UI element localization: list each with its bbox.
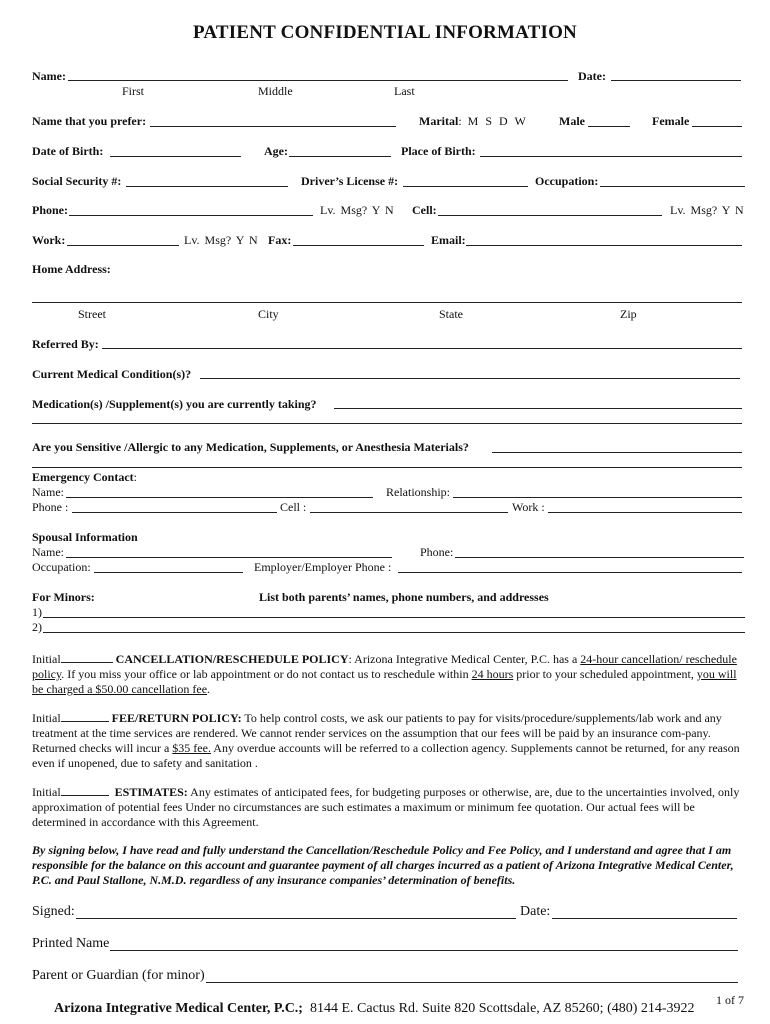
medications-field[interactable] bbox=[334, 408, 742, 409]
first-name-caption: First bbox=[122, 84, 145, 98]
relationship-label: Relationship: bbox=[386, 485, 451, 499]
emergency-phone-label: Phone : bbox=[32, 500, 69, 514]
spouse-occupation-field[interactable] bbox=[94, 572, 243, 573]
footer-address: Arizona Integrative Medical Center, P.C.; 8144 E. Cactus Rd. Suite 820 Scottsdale, AZ 85260; (480) 214-3922 bbox=[54, 1001, 695, 1016]
preferred-name-label: Name that you prefer: bbox=[32, 114, 147, 128]
phone-field[interactable] bbox=[69, 215, 313, 216]
signature-date-field[interactable] bbox=[552, 918, 737, 919]
male-label: Male bbox=[559, 114, 585, 128]
name-label: Name: bbox=[32, 69, 66, 83]
medications-label: Medication(s) /Supplement(s) you are currently taking? bbox=[32, 397, 317, 411]
middle-name-caption: Middle bbox=[258, 84, 293, 98]
name-field[interactable] bbox=[68, 80, 568, 81]
date-field[interactable] bbox=[611, 80, 741, 81]
spousal-info-heading: Spousal Information bbox=[32, 530, 138, 544]
minor-line-1-field[interactable] bbox=[43, 617, 745, 618]
occupation-field[interactable] bbox=[600, 186, 745, 187]
preferred-name-field[interactable] bbox=[150, 126, 396, 127]
guardian-label: Parent or Guardian (for minor) bbox=[32, 968, 205, 983]
dob-field[interactable] bbox=[110, 156, 241, 157]
work-field[interactable] bbox=[67, 245, 179, 246]
spouse-name-field[interactable] bbox=[66, 557, 392, 558]
age-field[interactable] bbox=[289, 156, 391, 157]
cell-label: Cell: bbox=[412, 203, 437, 217]
home-address-field[interactable] bbox=[32, 302, 742, 303]
fee-initial-field[interactable] bbox=[61, 710, 109, 722]
female-label: Female bbox=[652, 114, 690, 128]
fee-return-heading: FEE/RETURN POLICY: bbox=[111, 711, 242, 725]
emergency-cell-field[interactable] bbox=[310, 512, 508, 513]
fax-field[interactable] bbox=[293, 245, 424, 246]
referred-by-label: Referred By: bbox=[32, 337, 99, 351]
spouse-occupation-label: Occupation: bbox=[32, 560, 91, 574]
printed-name-field[interactable] bbox=[110, 950, 738, 951]
drivers-license-field[interactable] bbox=[403, 186, 528, 187]
fax-label: Fax: bbox=[268, 233, 292, 247]
emergency-name-label: Name: bbox=[32, 485, 64, 499]
email-field[interactable] bbox=[466, 245, 742, 246]
spouse-phone-field[interactable] bbox=[455, 557, 744, 558]
signed-label: Signed: bbox=[32, 904, 75, 919]
emergency-phone-field[interactable] bbox=[72, 512, 277, 513]
minor-line-1-label: 1) bbox=[32, 605, 42, 619]
employer-phone-label: Employer/Employer Phone : bbox=[254, 560, 392, 574]
fee-return-policy: Initial FEE/RETURN POLICY: To help control costs, we ask our patients to pay for visits/procedure/supplements/lab work and any treatment at the time services are rendered. We cannot render services on the assumption that our fees will be paid by an insurance com-pany. Returned checks will incur a $35 fee. Any overdue accounts will be referred to a collection agency. Supplements cannot be returned, for any reason even if unopened, due to safety and sanitation . bbox=[32, 711, 740, 770]
spouse-name-label: Name: bbox=[32, 545, 64, 559]
zip-caption: Zip bbox=[620, 307, 637, 321]
estimates-heading: ESTIMATES: bbox=[114, 785, 188, 799]
medical-conditions-label: Current Medical Condition(s)? bbox=[32, 367, 192, 381]
emergency-name-field[interactable] bbox=[66, 497, 373, 498]
footer-org: Arizona Integrative Medical Center, P.C.; bbox=[54, 1001, 303, 1016]
allergies-field[interactable] bbox=[492, 452, 742, 453]
drivers-license-label: Driver’s License #: bbox=[301, 174, 399, 188]
minor-line-2-label: 2) bbox=[32, 620, 42, 634]
emergency-cell-label: Cell : bbox=[280, 500, 307, 514]
home-address-label: Home Address: bbox=[32, 262, 111, 276]
date-label: Date: bbox=[578, 69, 606, 83]
dob-label: Date of Birth: bbox=[32, 144, 104, 158]
allergies-field-2[interactable] bbox=[32, 467, 742, 468]
age-label: Age: bbox=[264, 144, 288, 158]
cancellation-heading: CANCELLATION/RESCHEDULE POLICY bbox=[115, 652, 349, 666]
female-field[interactable] bbox=[692, 126, 742, 127]
city-caption: City bbox=[258, 307, 279, 321]
emergency-work-label: Work : bbox=[512, 500, 545, 514]
cell-field[interactable] bbox=[438, 215, 662, 216]
last-name-caption: Last bbox=[394, 84, 415, 98]
signature-field[interactable] bbox=[76, 918, 516, 919]
cancellation-policy: Initial CANCELLATION/RESCHEDULE POLICY: Arizona Integrative Medical Center, P.C. has a 24-hour cancellation/ reschedule policy. If you miss your office or lab appointment or do not contact us to reschedule within 24 hours prior to your scheduled appointment, you will be charged a $50.00 cancellation fee. bbox=[32, 652, 737, 696]
marital-label: Marital: M S D W bbox=[419, 114, 526, 128]
employer-phone-field[interactable] bbox=[398, 572, 742, 573]
medications-field-2[interactable] bbox=[32, 423, 742, 424]
ssn-label: Social Security #: bbox=[32, 174, 122, 188]
referred-by-field[interactable] bbox=[102, 348, 742, 349]
place-of-birth-label: Place of Birth: bbox=[401, 144, 476, 158]
cancellation-initial-field[interactable] bbox=[61, 651, 113, 663]
allergies-label: Are you Sensitive /Allergic to any Medication, Supplements, or Anesthesia Materials? bbox=[32, 440, 469, 454]
male-field[interactable] bbox=[588, 126, 630, 127]
street-caption: Street bbox=[78, 307, 106, 321]
guardian-field[interactable] bbox=[206, 982, 738, 983]
work-label: Work: bbox=[32, 233, 66, 247]
spouse-phone-label: Phone: bbox=[420, 545, 454, 559]
email-label: Email: bbox=[431, 233, 466, 247]
printed-name-label: Printed Name bbox=[32, 936, 110, 951]
minor-line-2-field[interactable] bbox=[43, 632, 745, 633]
page-number: 1 of 7 bbox=[716, 993, 744, 1007]
occupation-label: Occupation: bbox=[535, 174, 599, 188]
page-title: PATIENT CONFIDENTIAL INFORMATION bbox=[193, 22, 577, 43]
work-leave-message[interactable]: Lv. Msg? Y N bbox=[184, 233, 258, 247]
emergency-work-field[interactable] bbox=[548, 512, 742, 513]
phone-leave-message[interactable]: Lv. Msg? Y N bbox=[320, 203, 394, 217]
agreement-statement: By signing below, I have read and fully understand the Cancellation/Reschedule Policy and Fee Policy, and I understand and agree that I am responsible for the balance on this account and guarantee payment of all charges incurred as a patient of Arizona Integrative Medical Center, P.C. and Paul Stallone, N.M.D. regardless of any insurance companies’ determination of benefits. bbox=[32, 843, 734, 887]
phone-label: Phone: bbox=[32, 203, 69, 217]
medical-conditions-field[interactable] bbox=[200, 378, 740, 379]
for-minors-heading: For Minors: bbox=[32, 590, 95, 604]
estimates-policy: Initial ESTIMATES: Any estimates of anticipated fees, for budgeting purposes or otherwise, are, due to the uncertainties involved, only approximation of potential fees Under no circumstances are such estimates a maximum or minimum fee quotation. Our actual fees will be determined in accordance with this Agreement. bbox=[32, 785, 740, 829]
signature-date-label: Date: bbox=[520, 904, 551, 919]
ssn-field[interactable] bbox=[126, 186, 288, 187]
place-of-birth-field[interactable] bbox=[480, 156, 742, 157]
cell-leave-message[interactable]: Lv. Msg? Y N bbox=[670, 203, 744, 217]
minors-instruction: List both parents’ names, phone numbers, and addresses bbox=[259, 590, 549, 604]
relationship-field[interactable] bbox=[453, 497, 742, 498]
state-caption: State bbox=[439, 307, 463, 321]
marital-options[interactable]: M S D W bbox=[467, 114, 526, 128]
estimates-initial-field[interactable] bbox=[61, 784, 109, 796]
emergency-contact-heading: Emergency Contact: bbox=[32, 470, 137, 484]
